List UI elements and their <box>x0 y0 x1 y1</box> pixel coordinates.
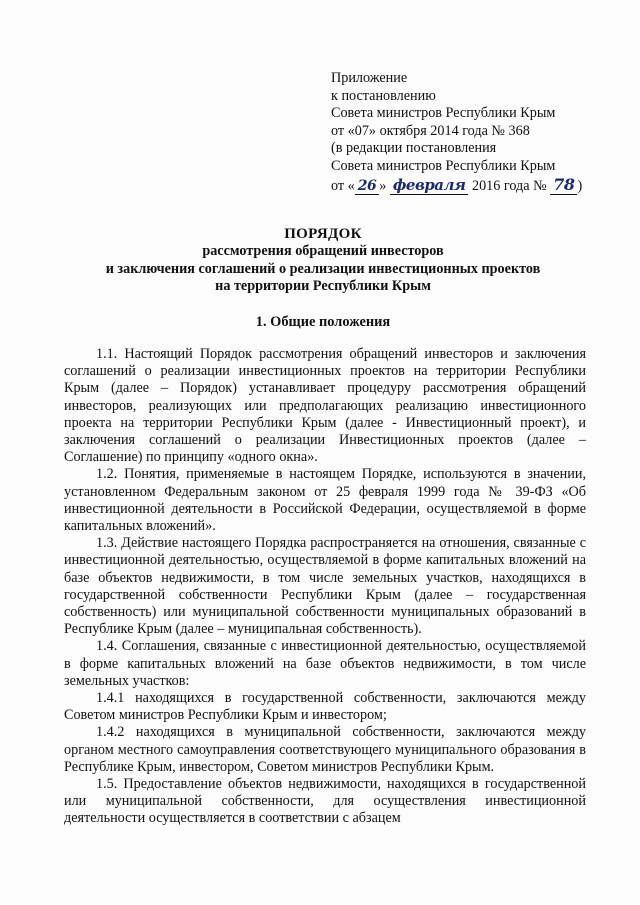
handwritten-month: февраля <box>390 176 469 195</box>
paragraph-1-1: 1.1. Настоящий Порядок рассмотрения обращений инвесторов и заключения соглашений о реализации инвестиционных проектов на территории Республики Крым (далее – Порядок) устанавливает процедуру рассмотрения обращений инвесторов, реализующих или предполагающих реализацию инвестиционного проекта на территории Республики Крым (далее - Инвестиционный проект), и заключения соглашений о реализации Инвестиционных проектов (далее – Соглашение) по принципу «одного окна». <box>64 346 586 466</box>
document-body <box>64 346 586 828</box>
document-title <box>40 226 606 296</box>
paragraph-1-4-2: 1.4.2 находящихся в муниципальной собственности, заключаются между органом местного самоуправления соответствующего муниципального образования в Республике Крым, инвестором, Советом министров Республики Крым. <box>64 724 586 775</box>
appendix-line: Совета министров Республики Крым <box>331 105 556 122</box>
date-suffix: ) <box>577 177 583 194</box>
title-line: рассмотрения обращений инвесторов <box>202 243 444 260</box>
paragraph-1-4-1: 1.4.1 находящихся в государственной собственности, заключаются между Советом министров Республики Крым и инвестором; <box>64 690 586 724</box>
appendix-header <box>331 70 621 195</box>
appendix-line: Совета министров Республики Крым <box>331 157 556 174</box>
date-year: 2016 года № <box>471 177 547 194</box>
title-main: ПОРЯДОК <box>284 226 362 242</box>
title-line: на территории Республики Крым <box>215 278 431 295</box>
paragraph-1-4: 1.4. Соглашения, связанные с инвестиционной деятельностью, осуществляемой в форме капитальных вложений на базе объектов недвижимости, в том числе земельных участков: <box>64 638 586 689</box>
date-quote-close: » <box>379 177 387 194</box>
handwritten-number: 78 <box>550 175 577 195</box>
date-prefix: от « <box>331 177 355 194</box>
appendix-line: от «07» октября 2014 года № 368 <box>331 122 530 139</box>
title-line: и заключения соглашений о реализации инвестиционных проектов <box>105 260 541 277</box>
appendix-line: (в редакции постановления <box>331 140 497 157</box>
paragraph-1-3: 1.3. Действие настоящего Порядка распространяется на отношения, связанные с инвестиционной деятельностью, осуществляемой в форме капитальных вложений на базе объектов недвижимости, в том числе земельных участков, находящихся в государственной собственности Республики Крым (далее – государственная собственность) или муниципальной собственности муниципальных образований в Республике Крым (далее – муниципальная собственность). <box>64 535 586 638</box>
appendix-amendment-date-line <box>331 176 621 196</box>
appendix-line: к постановлению <box>331 87 436 104</box>
appendix-line: Приложение <box>331 70 408 86</box>
handwritten-day: 26 <box>355 178 379 195</box>
paragraph-1-2: 1.2. Понятия, применяемые в настоящем Порядке, используются в значении, установленном Федеральным законом от 25 февраля 1999 года № 39-ФЗ «Об инвестиционной деятельности в Российской Федерации, осуществляемой в форме капитальных вложений». <box>64 466 586 535</box>
paragraph-1-5: 1.5. Предоставление объектов недвижимости, находящихся в государственной или муниципальной собственности, для осуществления инвестиционной деятельности осуществляется в соответствии с абзацем <box>64 776 586 827</box>
section-heading: 1. Общие положения <box>255 314 391 330</box>
